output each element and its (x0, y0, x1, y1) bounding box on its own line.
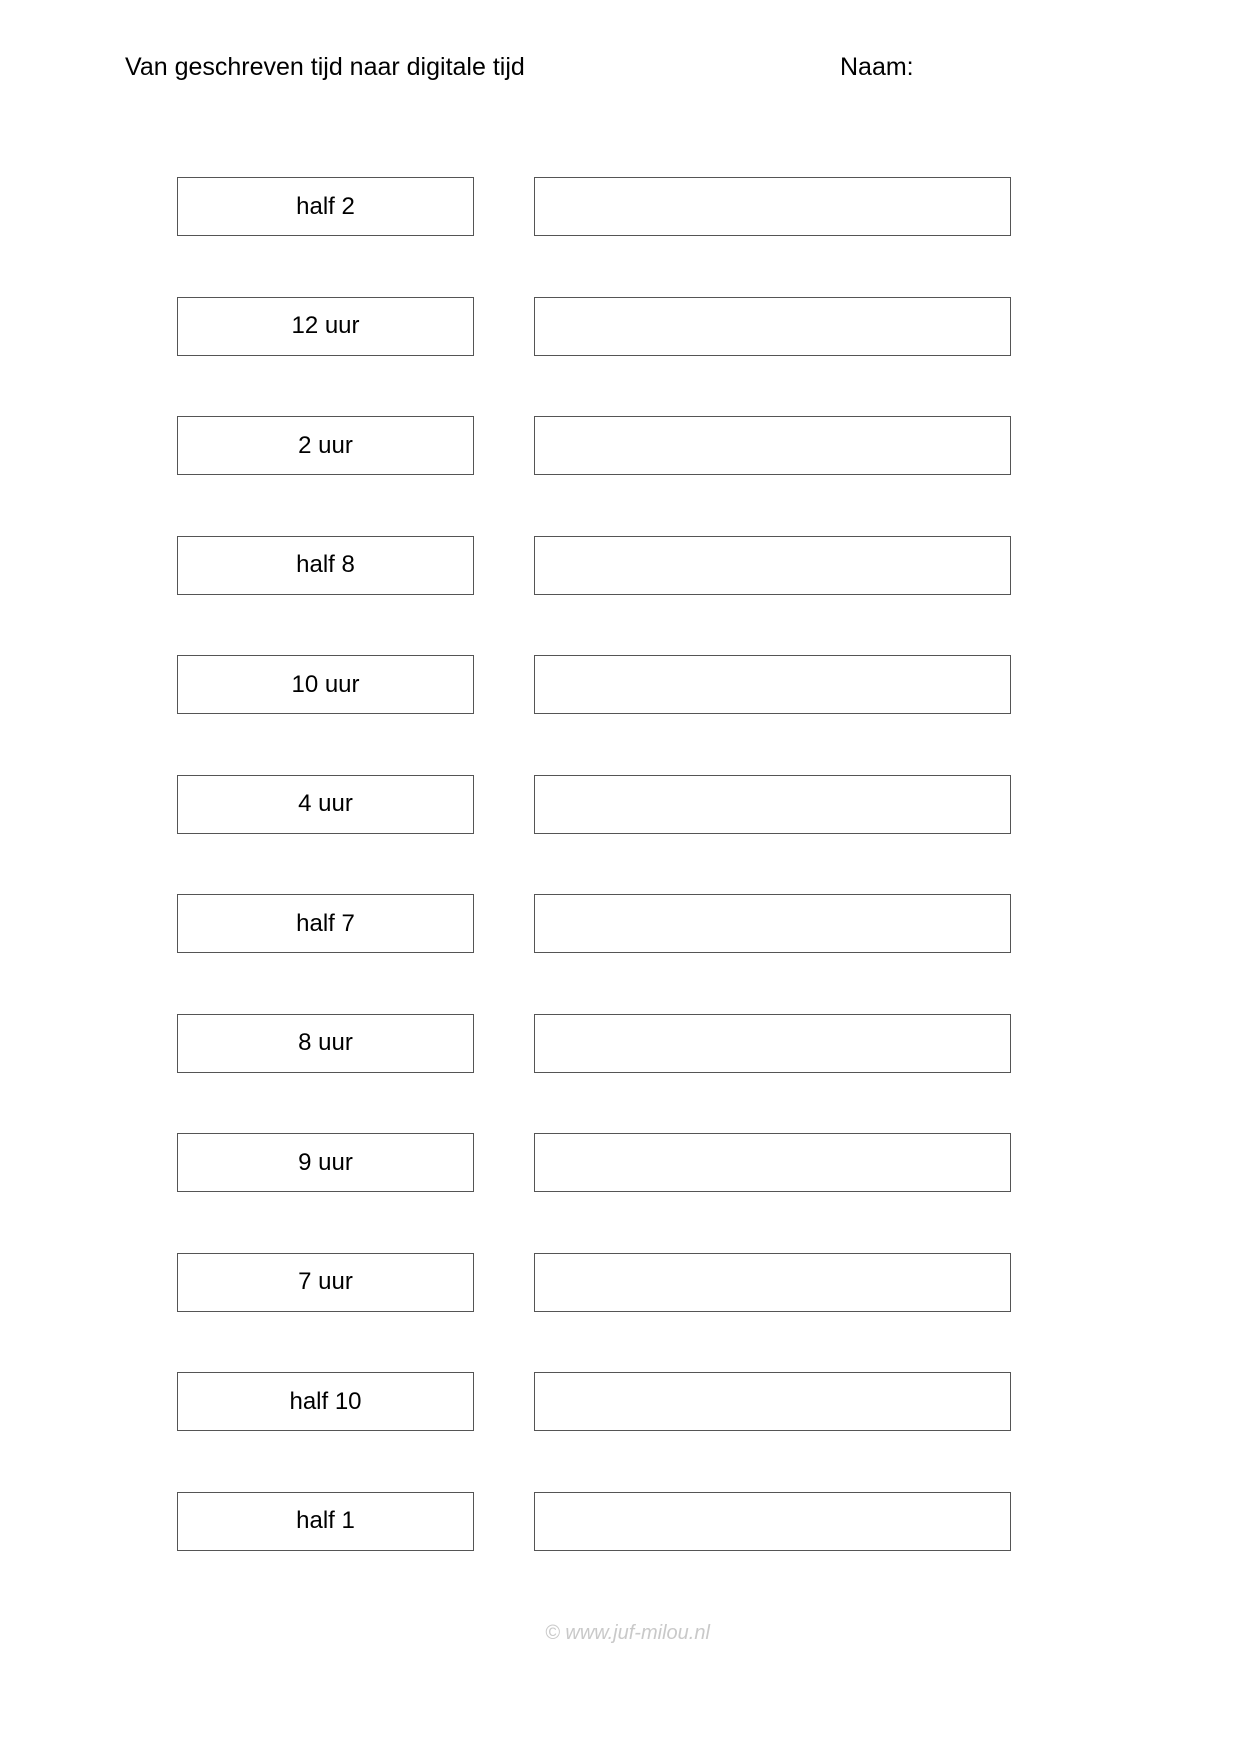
digital-time-answer-box[interactable] (534, 536, 1011, 595)
digital-time-answer-box[interactable] (534, 177, 1011, 236)
exercise-row (177, 775, 1012, 836)
written-time-box: 10 uur (177, 655, 474, 714)
exercise-row (177, 177, 1012, 238)
digital-time-answer-box[interactable] (534, 1014, 1011, 1073)
written-time-box: 9 uur (177, 1133, 474, 1192)
digital-time-answer-box[interactable] (534, 1372, 1011, 1431)
written-time-box: half 2 (177, 177, 474, 236)
written-time-box: half 10 (177, 1372, 474, 1431)
digital-time-answer-box[interactable] (534, 1133, 1011, 1192)
exercise-row (177, 1133, 1012, 1194)
written-time-box: half 8 (177, 536, 474, 595)
copyright-footer: © www.juf-milou.nl (545, 1622, 710, 1644)
digital-time-answer-box[interactable] (534, 297, 1011, 356)
exercise-row (177, 536, 1012, 597)
name-label: Naam: (840, 53, 914, 81)
written-time-box: 7 uur (177, 1253, 474, 1312)
exercise-row (177, 416, 1012, 477)
digital-time-answer-box[interactable] (534, 416, 1011, 475)
digital-time-answer-box[interactable] (534, 775, 1011, 834)
written-time-box: half 1 (177, 1492, 474, 1551)
exercise-row (177, 894, 1012, 955)
worksheet-title: Van geschreven tijd naar digitale tijd (125, 53, 525, 81)
written-time-box: half 7 (177, 894, 474, 953)
digital-time-answer-box[interactable] (534, 655, 1011, 714)
written-time-box: 8 uur (177, 1014, 474, 1073)
exercise-row (177, 1492, 1012, 1553)
digital-time-answer-box[interactable] (534, 1253, 1011, 1312)
digital-time-answer-box[interactable] (534, 1492, 1011, 1551)
exercise-row (177, 1372, 1012, 1433)
exercise-row (177, 655, 1012, 716)
exercise-row (177, 1253, 1012, 1314)
written-time-box: 2 uur (177, 416, 474, 475)
written-time-box: 4 uur (177, 775, 474, 834)
written-time-box: 12 uur (177, 297, 474, 356)
exercise-row (177, 297, 1012, 358)
digital-time-answer-box[interactable] (534, 894, 1011, 953)
exercise-list (177, 177, 1012, 1611)
exercise-row (177, 1014, 1012, 1075)
